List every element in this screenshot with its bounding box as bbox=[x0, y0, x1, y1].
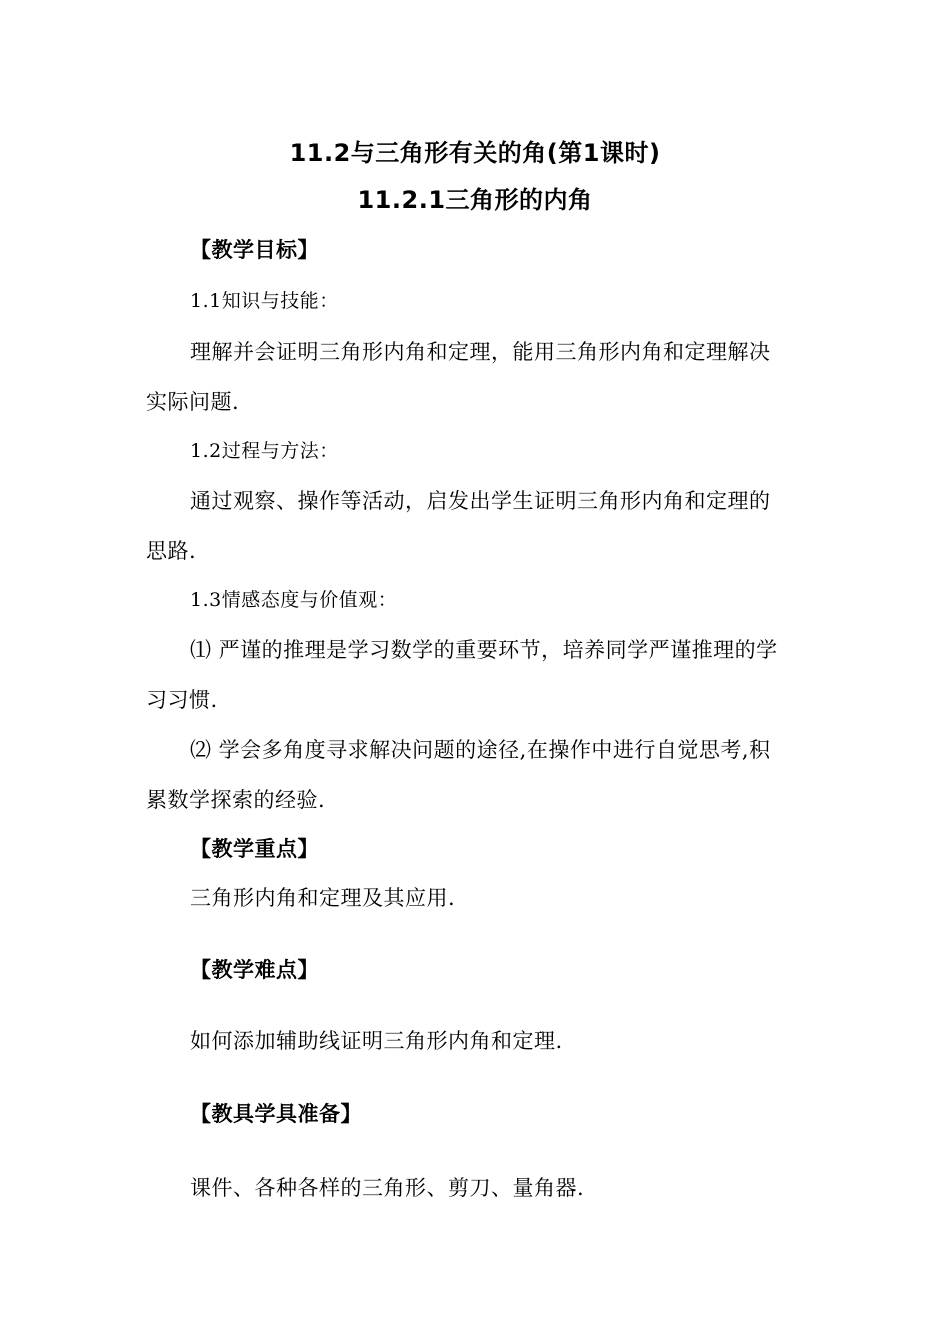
key-points-heading: 【教学重点】 bbox=[190, 837, 319, 861]
difficulties-text: 如何添加辅助线证明三角形内角和定理. bbox=[190, 1029, 563, 1053]
objective-2-label: 1.2过程与方法： bbox=[190, 440, 339, 462]
section-title: 11.2.1三角形的内角 bbox=[357, 186, 593, 214]
objective-2-text-line-2: 思路. bbox=[146, 539, 197, 563]
objective-3-point-1-line-1: ⑴ 严谨的推理是学习数学的重要环节，培养同学严谨推理的学 bbox=[190, 638, 778, 662]
objective-3-point-1-line-2: 习习惯. bbox=[146, 688, 218, 712]
difficulties-heading: 【教学难点】 bbox=[190, 958, 319, 982]
objective-2-text-line-1: 通过观察、操作等活动，启发出学生证明三角形内角和定理的 bbox=[190, 489, 771, 513]
key-points-text: 三角形内角和定理及其应用. bbox=[190, 886, 456, 910]
objective-3-point-2-line-2: 累数学探索的经验. bbox=[146, 788, 326, 812]
materials-heading: 【教具学具准备】 bbox=[190, 1102, 362, 1126]
objective-1-text-line-2: 实际问题. bbox=[146, 390, 240, 414]
objective-3-point-2-line-1: ⑵ 学会多角度寻求解决问题的途径,在操作中进行自觉思考,积 bbox=[190, 738, 771, 762]
objective-3-label: 1.3情感态度与价值观： bbox=[190, 589, 398, 611]
materials-text: 课件、各种各样的三角形、剪刀、量角器. bbox=[190, 1176, 585, 1200]
objective-1-text-line-1: 理解并会证明三角形内角和定理，能用三角形内角和定理解决 bbox=[190, 340, 771, 364]
lesson-title: 11.2与三角形有关的角(第1课时) bbox=[289, 139, 661, 167]
objective-1-label: 1.1知识与技能： bbox=[190, 290, 339, 312]
objectives-heading: 【教学目标】 bbox=[190, 238, 319, 262]
